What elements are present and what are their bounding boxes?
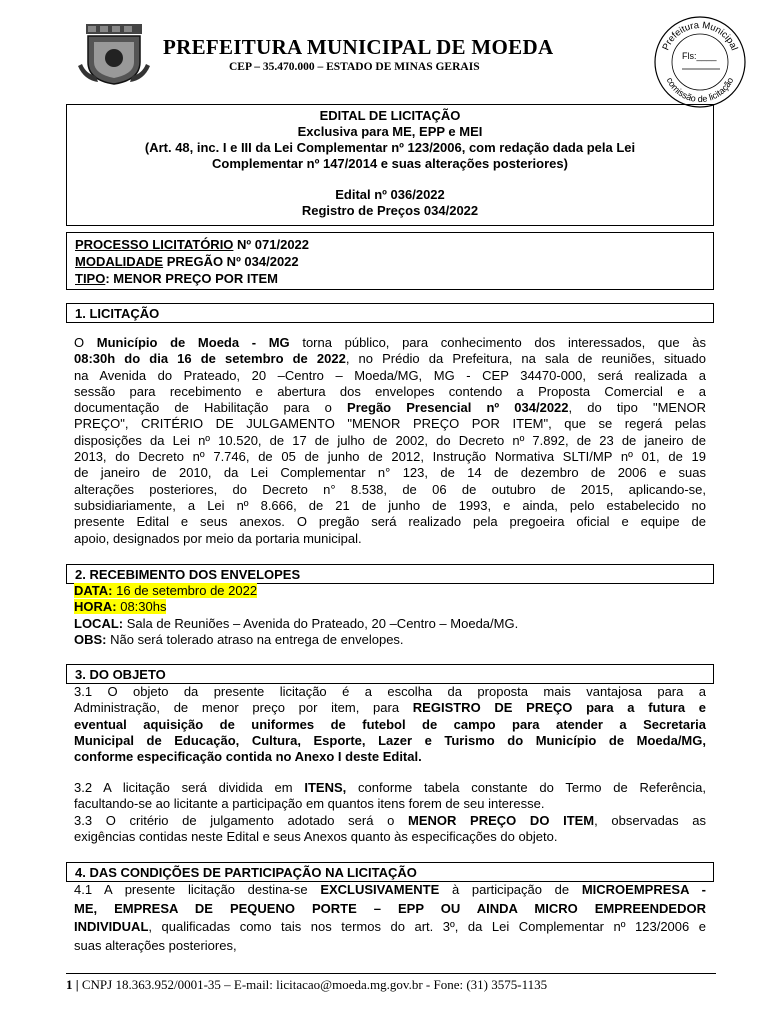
- time-line: HORA: 08:30hs: [74, 599, 167, 615]
- section-2-body: [74, 583, 706, 648]
- process-info-box: [66, 232, 714, 290]
- edital-legal-ref-2: Complementar nº 147/2014 e suas alterações posteriores): [212, 156, 568, 171]
- edital-registro: Registro de Preços 034/2022: [301, 203, 479, 218]
- edital-heading: EDITAL DE LICITAÇÃO: [319, 108, 461, 123]
- section-3-body: 3.1 O objeto da presente licitação é a escolha da proposta mais vantajosa para a Administração, de menor preço por item, para REGISTRO DE PREÇO para a futura e eventual aquisição de uniformes de futebol de campo para atender a Secretaria Municipal de Educação, Cultura, Esporte, Lazer e Turismo do Município de Moeda/MG, conforme especificação contida no Anexo I deste Edital.: [74, 684, 706, 765]
- svg-text:Prefeitura Municipal: [660, 20, 739, 52]
- commission-stamp: [652, 14, 748, 110]
- date-line: DATA: 16 de setembro de 2022: [74, 583, 258, 598]
- coat-of-arms-crest: [78, 22, 150, 86]
- stamp-fls-text: Fls:____: [682, 51, 717, 61]
- stamp-bottom-text: comissão de licitação: [664, 75, 736, 105]
- edital-exclusive: Exclusiva para ME, EPP e MEI: [297, 124, 483, 139]
- section-1-heading: 1. LICITAÇÃO: [66, 303, 714, 323]
- stamp-top-text: Prefeitura Municipal: [660, 19, 740, 53]
- page-footer: 1 | CNPJ 18.363.952/0001-35 – E-mail: licitacao@moeda.mg.gov.br - Fone: (31) 3575-1135: [66, 977, 548, 992]
- footer-divider: [66, 973, 716, 974]
- section-3-heading: 3. DO OBJETO: [66, 664, 714, 684]
- edital-info-box: [66, 104, 714, 226]
- footer-contact: CNPJ 18.363.952/0001-35 – E-mail: licitacao@moeda.mg.gov.br - Fone: (31) 3575-1135: [81, 977, 548, 992]
- modality-line: MODALIDADE PREGÃO Nº 034/2022: [75, 254, 299, 269]
- municipality-subtitle: CEP – 35.470.000 – ESTADO DE MINAS GERAIS: [229, 61, 480, 73]
- process-line: PROCESSO LICITATÓRIO Nº 071/2022: [75, 237, 310, 252]
- section-4-heading: 4. DAS CONDIÇÕES DE PARTICIPAÇÃO NA LICITAÇÃO: [66, 862, 714, 882]
- type-line: TIPO: MENOR PREÇO POR ITEM: [75, 271, 278, 286]
- edital-legal-ref-1: (Art. 48, inc. I e III da Lei Complementar nº 123/2006, com redação dada pela Lei: [144, 140, 636, 155]
- page-number: 1: [66, 977, 73, 992]
- edital-number: Edital nº 036/2022: [335, 187, 445, 202]
- location-line: LOCAL: Sala de Reuniões – Avenida do Prateado, 20 –Centro – Moeda/MG.: [74, 615, 519, 631]
- obs-line: OBS: Não será tolerado atraso na entrega de envelopes.: [74, 631, 404, 647]
- section-3-item-2: 3.2 A licitação será dividida em ITENS, conforme tabela constante do Termo de Referência, facultando-se ao licitante a participação em quantos itens forem de seu interesse. 3.3 O critério de julgamento adotado será o MENOR PREÇO DO ITEM, observadas as exigências contidas neste Edital e seus Anexos quanto às especificações do objeto.: [74, 780, 706, 844]
- section-1-body: O Município de Moeda - MG torna público, para conhecimento dos interessados, que às 08:30h do dia 16 de setembro de 2022, no Prédio da Prefeitura, na sala de reuniões, situado na Avenida do Prateado, 20 –Centro – Moeda/MG, MG - CEP 34470-000, será realizada a sessão para recebimento e abertura dos envelopes contendo a Proposta Comercial e a documentação de Habilitação para o Pregão Presencial nº 034/2022, do tipo "MENOR PREÇO", CRITÉRIO DE JULGAMENTO "MENOR PREÇO POR ITEM", que se regerá pelas disposições da Lei nº 10.520, de 17 de julho de 2002, do Decreto nº 7.892, de 23 de janeiro de 2013, do Decreto nº 7.746, de 05 de junho de 2012, Instrução Normativa SLTI/MP nº 01, de 19 de janeiro de 2010, da Lei Complementar n° 123, de 14 de dezembro de 2006 e suas alterações posteriores, do Decreto n° 8.538, de 06 de outubro de 2015, aplicando-se, subsidiariamente, a Lei nº 8.666, de 21 de junho de 1993, e ainda, pelo estabelecido no presente Edital e seus anexos. O pregão será realizado pela pregoeira oficial e equipe de apoio, designados por meio da portaria municipal.: [74, 335, 707, 546]
- municipality-title: PREFEITURA MUNICIPAL DE MOEDA: [163, 35, 554, 59]
- section-2-heading: 2. RECEBIMENTO DOS ENVELOPES: [66, 564, 714, 584]
- section-4-body: 4.1 A presente licitação destina-se EXCLUSIVAMENTE à participação de MICROEMPRESA - ME, EMPRESA DE PEQUENO PORTE – EPP OU AINDA MICRO EMPREENDEDOR INDIVIDUAL, qualificadas como tais nos termos do art. 3º, da Lei Complementar nº 123/2006 e suas alterações posteriores,: [74, 882, 707, 953]
